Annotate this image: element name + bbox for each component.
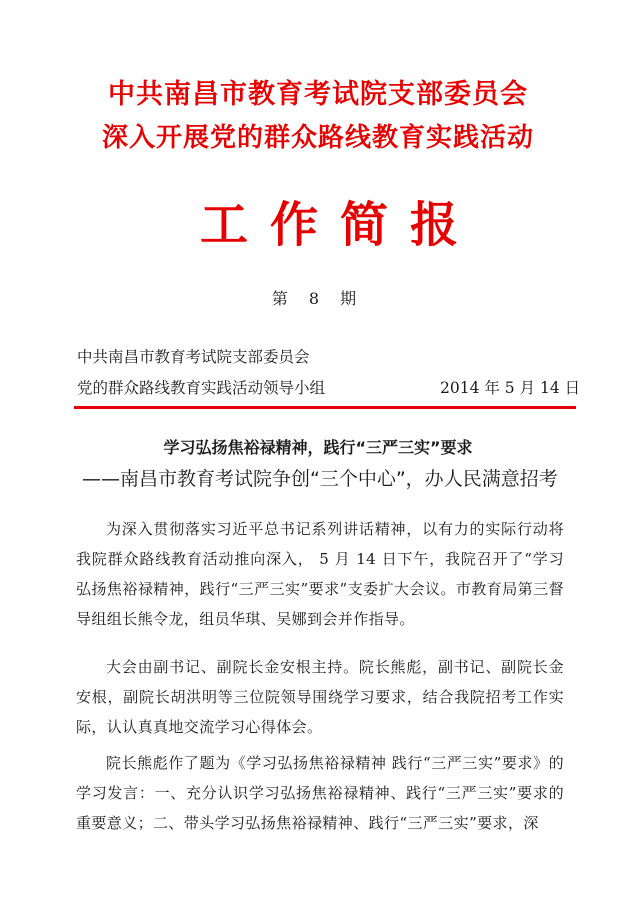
masthead-org: 中共南昌市教育考试院支部委员会 [108,79,528,110]
article-paragraph: 大会由副书记、副院长金安根主持。院长熊彪，副书记、副院长金安根，副院长胡洪明等三位院领导围绕学习要求，结合我院招考工作实际，认认真真地交流学习心得体会。 [76,658,564,736]
article-subheadline: ——南昌市教育考试院争创“三个中心”，办人民满意招考 [82,468,558,490]
issuer-committee: 中共南昌市教育考试院支部委员会 [77,348,310,366]
article-paragraph: 院长熊彪作了题为《学习弘扬焦裕禄精神 践行“三严三实”要求》的学习发言：一、充分认识学习弘扬焦裕禄精神、践行“三严三实”要求的重要意义；二、带头学习弘扬焦裕禄精神、践行“三严三实”要求，深 [76,754,564,832]
article-paragraph: 为深入贯彻落实习近平总书记系列讲话精神，以有力的实际行动将我院群众路线教育活动推向深入， 5 月 14 日下午，我院召开了“学习弘扬焦裕禄精神，践行“三严三实”要求”支委扩大会议。市教育局第三督导组组长熊令龙，组员华琪、吴娜到会并作指导。 [76,520,564,628]
masthead-activity: 深入开展党的群众路线教育实践活动 [101,123,534,153]
bulletin-title: 工作简报 [199,197,480,253]
red-divider [74,406,576,409]
issuer-leading-group: 党的群众路线教育实践活动领导小组 [77,379,326,397]
article-headline: 学习弘扬焦裕禄精神，践行“三严三实”要求 [163,438,473,457]
issue-date: 2014 年 5 月 14 日 [440,379,581,397]
issue-number: 第 8 期 [271,289,365,308]
